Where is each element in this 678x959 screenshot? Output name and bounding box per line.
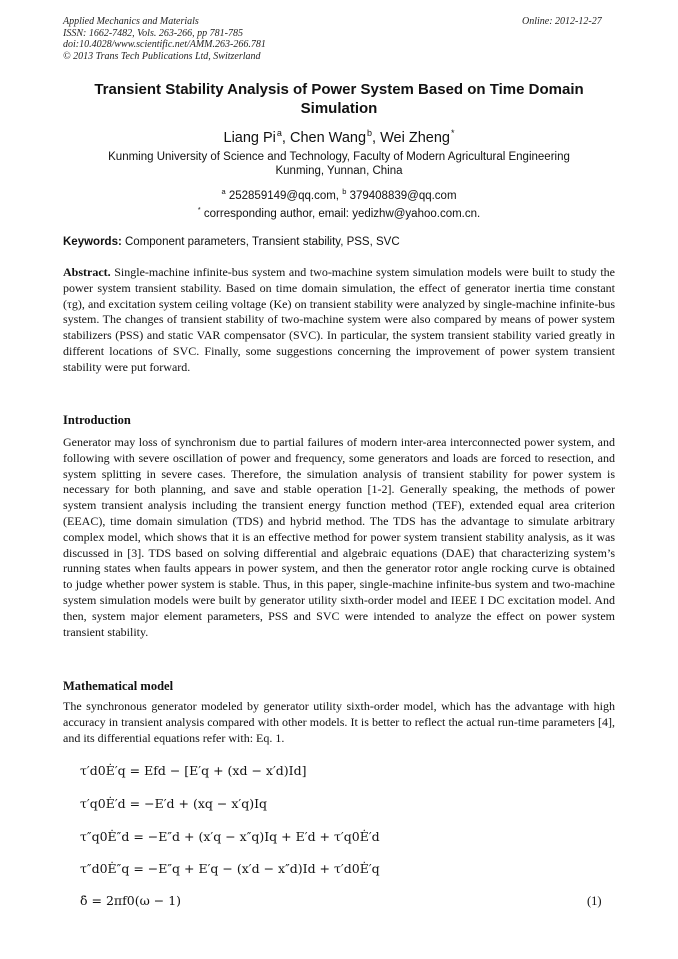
email-mark: a bbox=[221, 187, 226, 196]
math-model-text: The synchronous generator modeled by generator utility sixth-order model, which has the advantage with high accuracy in transient analysis compared with other models. It is better to reflect the actual run-time parameters [4], and its differential equations refer with: Eq. 1. bbox=[63, 699, 615, 745]
keywords-label: Keywords: bbox=[63, 236, 122, 248]
equation-lhs: τ′d0Ė′q bbox=[80, 763, 126, 778]
author-mark: b bbox=[367, 128, 373, 138]
equation-line bbox=[80, 893, 181, 909]
email-line bbox=[63, 185, 615, 203]
corresponding-mark: * bbox=[197, 205, 201, 214]
equation-line bbox=[80, 829, 380, 845]
equation-number: (1) bbox=[587, 894, 602, 908]
journal-name: Applied Mechanics and Materials bbox=[63, 16, 199, 27]
issn-line: ISSN: 1662-7482, Vols. 263-266, pp 781-785 bbox=[63, 27, 243, 39]
equation-rhs: = Efd − [E′q + (xd − x′d)Id] bbox=[129, 763, 307, 778]
affiliation-line: Kunming University of Science and Technology, Faculty of Modern Agricultural Engineering bbox=[108, 151, 570, 163]
equation-rhs: = −E″d + (x′q − x″q)Iq + E′d + τ′q0Ė′d bbox=[133, 829, 380, 844]
online-date: Online: 2012-12-27 bbox=[522, 16, 602, 27]
abstract-text: Single-machine infinite-bus system and two-machine system simulation models were built to study the power system transient stability. Based on time domain simulation, the effect of generator inertia time constant ( bbox=[63, 265, 616, 311]
abstract-label: Abstract. bbox=[63, 265, 111, 279]
affiliation bbox=[63, 150, 615, 178]
author-mark: * bbox=[450, 128, 455, 138]
affiliation-line: Kunming, Yunnan, China bbox=[275, 165, 403, 177]
equation-lhs: τ″q0Ė″d bbox=[80, 829, 130, 844]
author-name: Liang Pi bbox=[223, 130, 276, 146]
equation-lhs: δ̇ bbox=[80, 893, 88, 908]
equation-rhs: = −E″q + E′q − (x′d − x″d)Id + τ′d0Ė′q bbox=[133, 861, 380, 876]
author-mark: a bbox=[276, 128, 282, 138]
abstract-text: ), and excitation system ceiling voltage ( bbox=[77, 296, 274, 311]
equation-line bbox=[80, 861, 380, 877]
section-heading-introduction: Introduction bbox=[63, 413, 131, 427]
author-emails bbox=[63, 185, 615, 221]
section-heading-math-model: Mathematical model bbox=[63, 679, 174, 693]
email-b: 379408839@qq.com bbox=[349, 190, 457, 202]
paper-title: Transient Stability Analysis of Power System Based on Time Domain Simulation bbox=[94, 81, 584, 117]
abstract-symbol: τg bbox=[67, 296, 78, 311]
introduction-text: Generator may loss of synchronism due to partial failures of modern inter-area interconnected power system, and following with severe oscillation of power and frequency, some generators and loads are forced to resection, and system splitting in severe cases. Therefore, the simulation analysis of transient stability for power system is necessary for both planning, and save and stable operation [1-2]. Generally speaking, the methods of power system transient analysis including the transient energy function method (TEF), extended equal area criterion (EEAC), time domain simulation (TDS) and hybrid method. The TDS has the advantage to simulate arbitrary complex model, which shows that it is an effective method for power system transient stability analysis, as it was discussed in [3]. TDS based on solving differential and algebraic equations (DAE) that characterizing system’s running states when faults appears in power system, and then the generator rotor angle rocking curve is obtained to judge whether power system is stable. Thus, in this paper, single-machine infinite-bus system and two-machine system simulation models were built by generator utility sixth-order model and IEEE I DC excitation model. And then, system major element parameters, PSS and SVC were intended to analyze the effect on power system transient stability. bbox=[63, 435, 615, 639]
doi-line: doi:10.4028/www.scientific.net/AMM.263-266.781 bbox=[63, 39, 266, 50]
email-mark: b bbox=[342, 187, 347, 196]
corresponding-text: corresponding author, email: yedizhw@yahoo.com.cn. bbox=[203, 208, 481, 220]
keywords bbox=[63, 235, 615, 249]
author-list: Liang Pi$^a$, Chen Wang$^b$, Wei Zheng* bbox=[223, 128, 455, 146]
equation-rhs: = −E′d + (xq − x′q)Iq bbox=[129, 796, 268, 811]
equation-rhs: = 2πf0(ω − 1) bbox=[91, 893, 182, 908]
abstract bbox=[63, 265, 615, 376]
keywords-text: Component parameters, Transient stability, PSS, SVC bbox=[125, 236, 400, 248]
equation-lhs: τ″d0Ė″q bbox=[80, 861, 130, 876]
email-a: 252859149@qq.com, bbox=[228, 190, 339, 202]
equation-line bbox=[80, 796, 267, 812]
equation-lhs: τ′q0Ė′d bbox=[80, 796, 126, 811]
author-name: Wei Zheng bbox=[380, 130, 450, 146]
author-name: Chen Wang bbox=[289, 130, 367, 146]
equation-line bbox=[80, 763, 307, 779]
abstract-text: ) on transient stability were analyzed by single-machine infinite-bus system. The changes of transient stability of two-machine system were also compared by means of power system stabilizers (PSS) and static VAR compensator (SVC). In particular, the system transient stability varied greatly in different locations of SVC. Finally, some suggestions concerning the improvement of power system transient stability were put forward. bbox=[63, 296, 615, 374]
journal-header bbox=[63, 16, 266, 62]
corresponding-line bbox=[63, 203, 615, 221]
copyright-line: © 2013 Trans Tech Publications Ltd, Switzerland bbox=[63, 50, 261, 62]
abstract-symbol: Ke bbox=[273, 296, 288, 311]
